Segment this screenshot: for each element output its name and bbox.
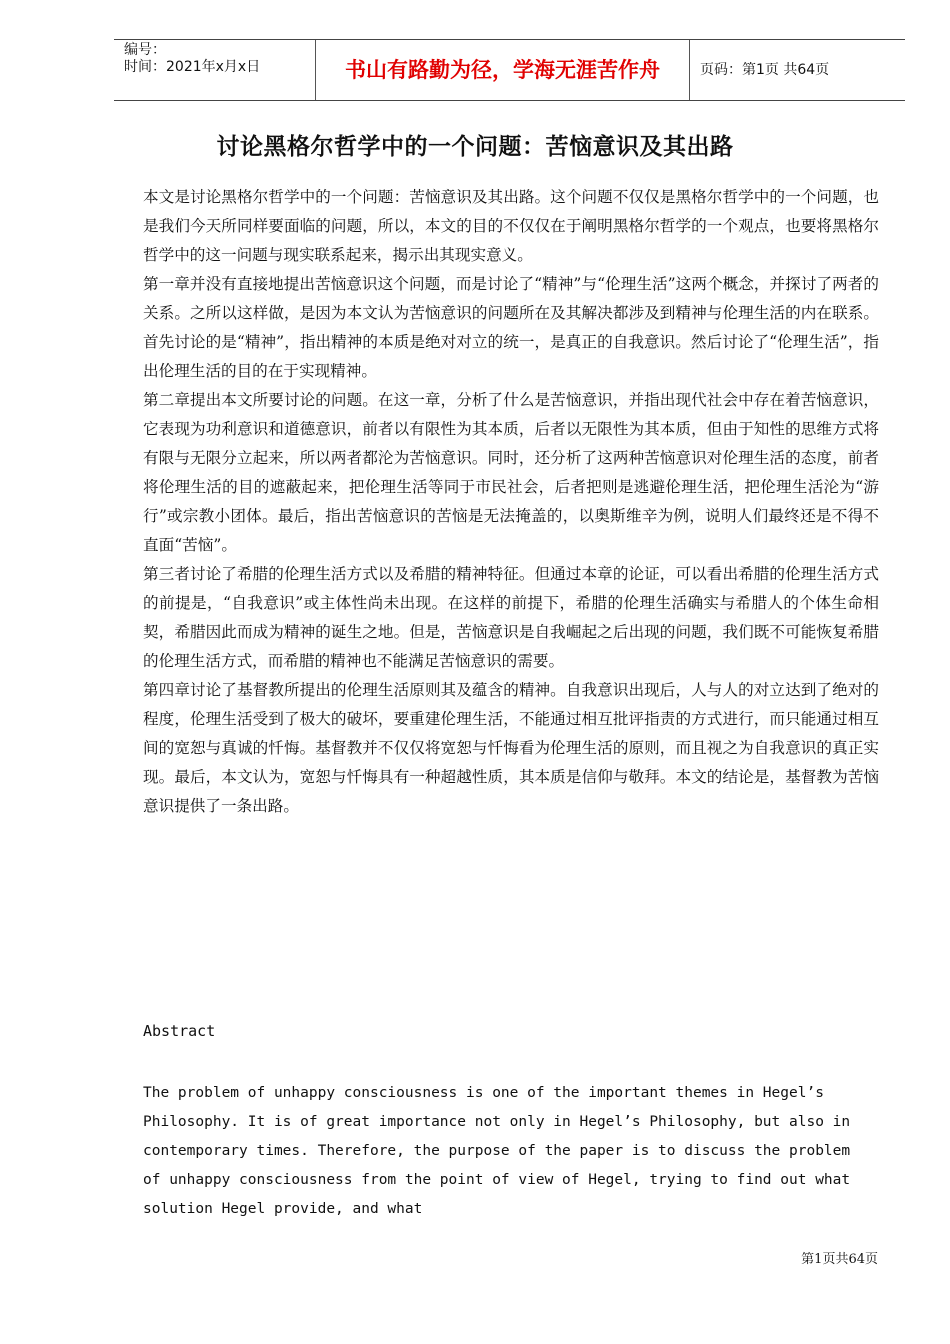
header-motto: 书山有路勤为径，学海无涯苦作舟	[316, 40, 690, 100]
paragraph: 第二章提出本文所要讨论的问题。在这一章，分析了什么是苦恼意识，并指出现代社会中存在着苦恼意识，它表现为功利意识和道德意识，前者以有限性为其本质，后者以无限性为其本质，但由于知性的思维方式将有限与无限分立起来，所以两者都沦为苦恼意识。同时，还分析了这两种苦恼意识对伦理生活的态度，前者将伦理生活的目的遮蔽起来，把伦理生活等同于市民社会，后者把则是逃避伦理生活，把伦理生活沦为“游行”或宗教小团体。最后，指出苦恼意识的苦恼是无法掩盖的，以奥斯维辛为例，说明人们最终还是不得不直面“苦恼”。	[143, 391, 879, 554]
header-page-info: 页码：第1页 共64页	[700, 62, 830, 78]
document-date: 时间：2021年x月x日	[124, 59, 261, 75]
document-title: 讨论黑格尔哲学中的一个问题：苦恼意识及其出路	[216, 134, 734, 160]
document-number: 编号：	[124, 42, 166, 58]
page-header	[114, 39, 905, 101]
paragraph: 第三者讨论了希腊的伦理生活方式以及希腊的精神特征。但通过本章的论证，可以看出希腊的伦理生活方式的前提是，“自我意识”或主体性尚未出现。在这样的前提下，希腊的伦理生活确实与希腊人的个体生命相契，希腊因此而成为精神的诞生之地。但是，苦恼意识是自我崛起之后出现的问题，我们既不可能恢复希腊的伦理生活方式，而希腊的精神也不能满足苦恼意识的需要。	[143, 565, 879, 670]
page-footer: 第1页共64页	[801, 1252, 878, 1267]
english-abstract	[143, 1079, 863, 1224]
header-meta	[114, 40, 316, 100]
paragraph: 第四章讨论了基督教所提出的伦理生活原则其及蕴含的精神。自我意识出现后，人与人的对立达到了绝对的程度，伦理生活受到了极大的破坏，要重建伦理生活，不能通过相互批评指责的方式进行，而只能通过相互间的宽恕与真诚的忏悔。基督教并不仅仅将宽恕与忏悔看为伦理生活的原则，而且视之为自我意识的真正实现。最后，本文认为，宽恕与忏悔具有一种超越性质，其本质是信仰与敬拜。本文的结论是，基督教为苦恼意识提供了一条出路。	[143, 681, 879, 815]
abstract-paragraph: The problem of unhappy consciousness is one of the important themes in Hegel’s Philosophy. It is of great importance not only in Hegel’s Philosophy, but also in contemporary times. Therefore, the purpose of the paper is to discuss the problem of unhappy consciousness from the point of view of Hegel, trying to find out what solution Hegel provide, and what	[143, 1085, 851, 1217]
paragraph: 本文是讨论黑格尔哲学中的一个问题：苦恼意识及其出路。这个问题不仅仅是黑格尔哲学中的一个问题，也是我们今天所同样要面临的问题，所以，本文的目的不仅仅在于阐明黑格尔哲学的一个观点，也要将黑格尔哲学中的这一问题与现实联系起来，揭示出其现实意义。	[143, 188, 879, 264]
paragraph: 第一章并没有直接地提出苦恼意识这个问题，而是讨论了“精神”与“伦理生活”这两个概念，并探讨了两者的关系。之所以这样做，是因为本文认为苦恼意识的问题所在及其解决都涉及到精神与伦理生活的内在联系。首先讨论的是“精神”，指出精神的本质是绝对对立的统一，是真正的自我意识。然后讨论了“伦理生活”，指出伦理生活的目的在于实现精神。	[143, 275, 879, 380]
chinese-abstract	[143, 183, 879, 821]
abstract-heading: Abstract	[143, 1022, 216, 1040]
